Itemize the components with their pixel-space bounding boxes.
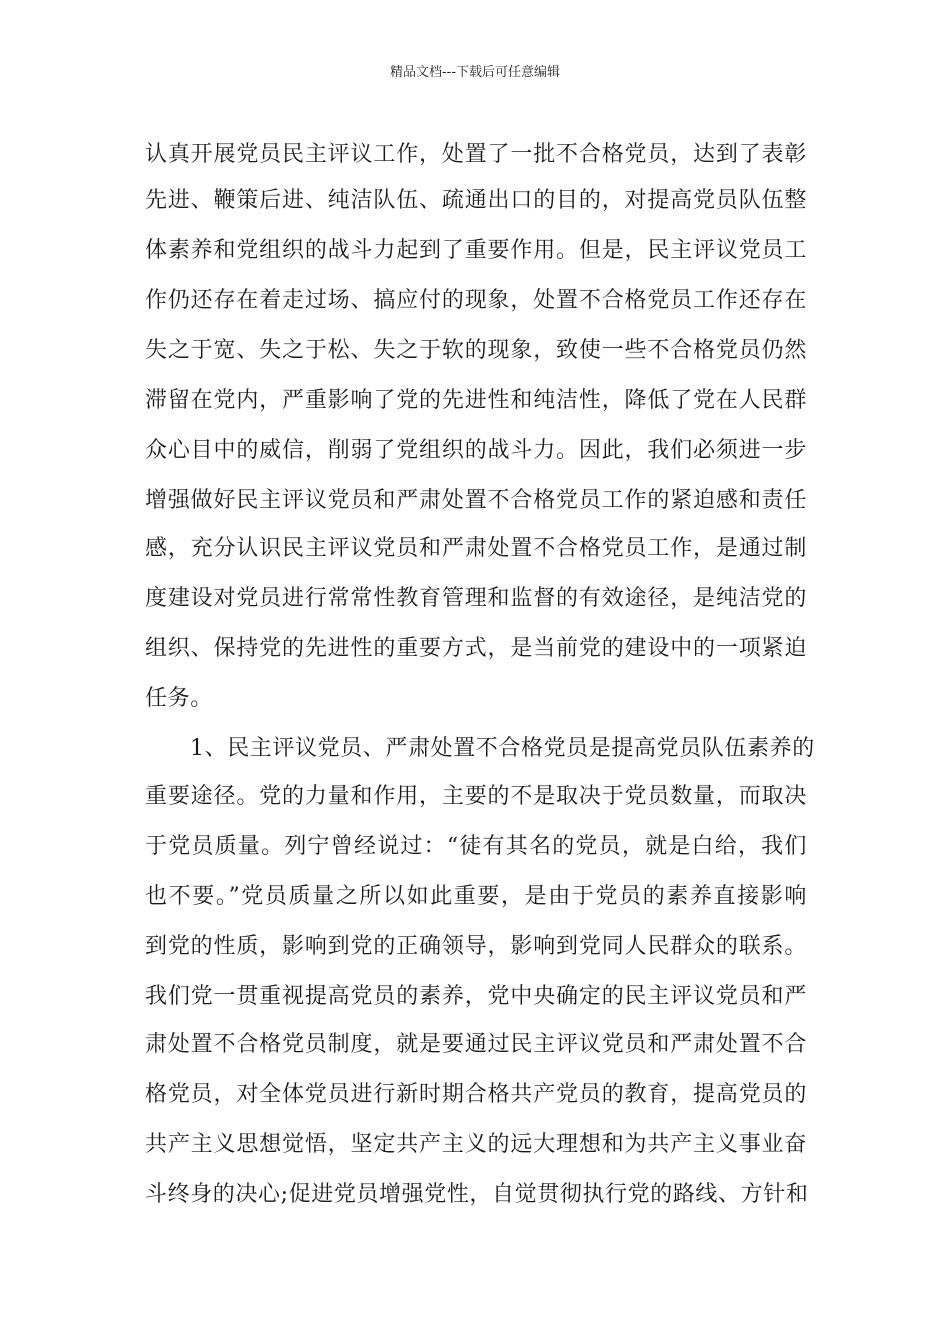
text-line: 组织、保持党的先进性的重要方式，是当前党的建设中的一项紧迫 — [145, 636, 807, 661]
text-line: 感，充分认识民主评议党员和严肃处置不合格党员工作，是通过制 — [145, 536, 807, 561]
text-line: 斗终身的决心;促进党员增强党性，自觉贯彻执行党的路线、方针和 — [145, 1182, 809, 1207]
page-header: 精品文档---下载后可任意编辑 — [389, 65, 561, 80]
text-line: 体素养和党组织的战斗力起到了重要作用。但是，民主评议党员工 — [145, 238, 807, 263]
text-line: 于党员质量。列宁曾经说过：“徒有其名的党员，就是白给，我们 — [145, 834, 807, 859]
text-line: 重要途径。党的力量和作用，主要的不是取决于党员数量，而取决 — [145, 784, 807, 809]
text-line: 1、民主评议党员、严肃处置不合格党员是提高党员队伍素养的 — [190, 736, 815, 761]
text-line: 肃处置不合格党员制度，就是要通过民主评议党员和严肃处置不合 — [145, 1032, 807, 1057]
text-line: 认真开展党员民主评议工作，处置了一批不合格党员，达到了表彰 — [145, 142, 807, 167]
text-line: 我们党一贯重视提高党员的素养，党中央确定的民主评议党员和严 — [145, 984, 807, 1009]
text-line: 格党员，对全体党员进行新时期合格共产党员的教育，提高党员的 — [145, 1082, 807, 1107]
text-line: 滞留在党内，严重影响了党的先进性和纯洁性，降低了党在人民群 — [145, 388, 807, 413]
text-line: 先进、鞭策后进、纯洁队伍、疏通出口的目的，对提高党员队伍整 — [145, 188, 807, 213]
text-line: 增强做好民主评议党员和严肃处置不合格党员工作的紧迫感和责任 — [145, 488, 807, 513]
text-line: 众心目中的威信，削弱了党组织的战斗力。因此，我们必须进一步 — [145, 438, 807, 463]
text-line: 到党的性质，影响到党的正确领导，影响到党同人民群众的联系。 — [145, 934, 807, 959]
text-line: 任务。 — [145, 686, 213, 711]
text-line: 度建设对党员进行常常性教育管理和监督的有效途径，是纯洁党的 — [145, 586, 807, 611]
text-line: 作仍还存在着走过场、搞应付的现象，处置不合格党员工作还存在 — [145, 288, 807, 313]
text-line: 也不要。”党员质量之所以如此重要，是由于党员的素养直接影响 — [145, 884, 807, 909]
text-line: 失之于宽、失之于松、失之于软的现象，致使一些不合格党员仍然 — [145, 338, 807, 363]
text-line: 共产主义思想觉悟，坚定共产主义的远大理想和为共产主义事业奋 — [145, 1132, 807, 1157]
